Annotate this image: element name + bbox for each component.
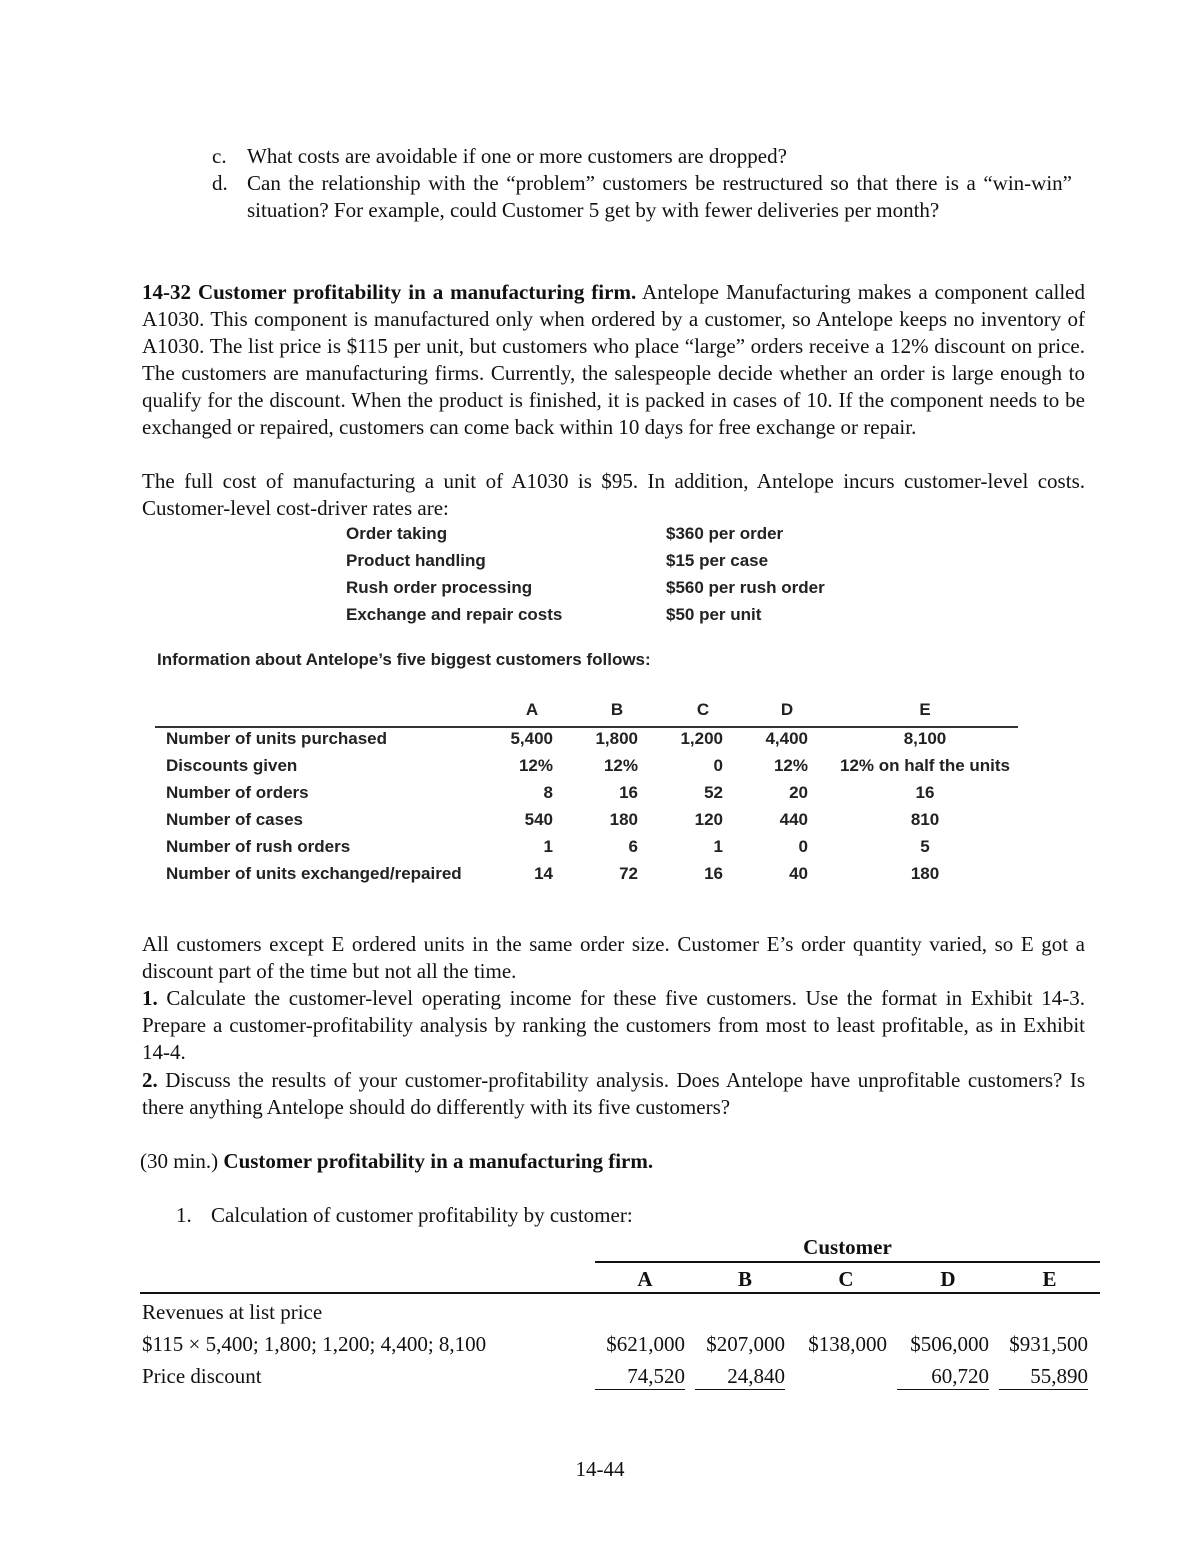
table-row [155, 783, 1018, 810]
table-row [155, 864, 1018, 891]
customer-table [155, 700, 1018, 891]
table-cell: 180 [910, 864, 940, 883]
table-row [155, 810, 1018, 837]
amount: 60,720 [897, 1364, 989, 1390]
column-header: A [637, 1267, 653, 1291]
column-header: A [525, 700, 539, 719]
problem-intro-text: Antelope Manufacturing makes a component called A1030. This component is manufactured only when ordered by a customer, so Antelope keeps no inventory of A1030. The list price is $115 per unit, but customers who place “large” orders receive a 12% discount on price. The customers are manufacturing firms. Currently, the salespeople decide whether an order is large enough to qualify for the discount. When the product is finished, it is packed in cases of 10. If the component needs to be exchanged or repaired, customers can come back within 10 days for free exchange or repair. [142, 280, 1086, 439]
column-header: B [610, 700, 624, 719]
step-number: 1. [176, 1203, 192, 1227]
solution-time: (30 min.) [140, 1149, 219, 1173]
amount: $207,000 [706, 1332, 785, 1356]
table-cell: 12% [518, 756, 553, 775]
table-cell: 8,100 [903, 729, 947, 748]
question-text: Calculate the customer-level operating income for these five customers. Use the format in Exhibit 14-3. Prepare a customer-profitability analysis by ranking the customers from most to least profitable, as in Exhibit 14-4. [142, 986, 1085, 1064]
column-header: B [737, 1267, 752, 1291]
table-cell: 1 [543, 837, 553, 856]
table-cell: 1 [713, 837, 723, 856]
table-cell: 810 [910, 810, 940, 829]
table-top-rule [140, 1292, 1100, 1294]
amount: $138,000 [808, 1332, 887, 1356]
rate-label: Order taking [346, 524, 448, 543]
table-cell: 14 [534, 864, 553, 883]
problem-title: 14-32 Customer profitability in a manufacturing firm. [142, 280, 637, 304]
table-cell: 4,400 [765, 729, 808, 748]
table-cell: 40 [789, 864, 808, 883]
amount: 74,520 [595, 1364, 685, 1390]
table-cell: 16 [704, 864, 723, 883]
question-number: 2. [142, 1068, 158, 1092]
solution-column-headers [595, 1267, 1100, 1291]
question-2 [142, 1067, 1085, 1121]
amount: 24,840 [695, 1364, 785, 1390]
rate-row [346, 574, 866, 601]
table-cell: 180 [609, 810, 638, 829]
table-cell: 20 [789, 783, 808, 802]
customer-table-header [155, 700, 1018, 728]
table-cell: 0 [713, 756, 723, 775]
table-row [155, 756, 1018, 783]
row-label: Number of units purchased [166, 729, 388, 748]
solution-row-label: Price discount [142, 1364, 262, 1388]
table-cell: 6 [628, 837, 638, 856]
rate-value: $50 per unit [666, 605, 762, 624]
list-item-c [212, 143, 1072, 170]
list-text: Can the relationship with the “problem” customers be restructured so that there is a “win-win” situation? For example, could Customer 5 get by with fewer deliveries per month? [247, 171, 1072, 222]
problem-full-cost: The full cost of manufacturing a unit of A1030 is $95. In addition, Antelope incurs customer-level costs. Customer-level cost-driver rates are: [142, 469, 1085, 520]
table-cell: 540 [524, 810, 553, 829]
page-number: 14-44 [575, 1457, 625, 1481]
table-cell: 440 [779, 810, 808, 829]
table-cell: 8 [543, 783, 553, 802]
solution-step [176, 1203, 633, 1228]
rate-row [346, 601, 866, 628]
table-cell: 1,200 [680, 729, 723, 748]
row-label: Number of units exchanged/repaired [166, 864, 462, 883]
list-marker: c. [212, 144, 227, 168]
column-header: C [838, 1267, 854, 1291]
rate-label: Exchange and repair costs [346, 605, 563, 624]
table-cell: 52 [704, 783, 723, 802]
table-cell: 16 [915, 783, 935, 802]
question-number: 1. [142, 986, 158, 1010]
question-1 [142, 985, 1085, 1066]
table-cell: 12% [773, 756, 808, 775]
solution-title [140, 1149, 653, 1174]
rate-value: $360 per order [666, 524, 784, 543]
row-label: Number of rush orders [166, 837, 351, 856]
table-row [155, 729, 1018, 756]
question-text: Discuss the results of your customer-profitability analysis. Does Antelope have unprofitable customers? Is there anything Antelope should do differently with its five customers? [142, 1068, 1085, 1119]
solution-row [142, 1332, 1100, 1360]
rate-row [346, 520, 866, 547]
list-marker: d. [212, 171, 228, 195]
column-header: C [696, 700, 710, 719]
table-cell: 5 [920, 837, 930, 856]
amount: $931,500 [1009, 1332, 1088, 1356]
problem-intro [142, 279, 1085, 441]
row-label: Number of orders [166, 783, 309, 802]
solution-row-label: Revenues at list price [142, 1300, 323, 1324]
column-header: E [919, 700, 931, 719]
table-cell: 5,400 [510, 729, 553, 748]
customer-group-header: Customer [803, 1235, 892, 1259]
amount: $506,000 [910, 1332, 989, 1356]
table-cell: 0 [798, 837, 808, 856]
list-text: What costs are avoidable if one or more customers are dropped? [247, 144, 787, 168]
table-cell: 12% [603, 756, 638, 775]
table-row [155, 837, 1018, 864]
list-item-d [212, 170, 1072, 224]
rate-value: $560 per rush order [666, 578, 825, 597]
header-rule [595, 1261, 1100, 1263]
solution-heading: Customer profitability in a manufacturing firm. [223, 1149, 654, 1173]
column-header: E [1042, 1267, 1057, 1291]
table-cell: 120 [694, 810, 723, 829]
step-text: Calculation of customer profitability by customer: [211, 1203, 633, 1227]
table-cell: 16 [619, 783, 638, 802]
cost-driver-rates [346, 520, 866, 628]
rate-label: Product handling [346, 551, 486, 570]
table-cell: 72 [619, 864, 638, 883]
table-cell: 12% on half the units [839, 756, 1011, 775]
amount: 55,890 [999, 1364, 1088, 1390]
column-header: D [940, 1267, 956, 1291]
rate-row [346, 547, 866, 574]
column-header: D [780, 700, 794, 719]
rate-label: Rush order processing [346, 578, 533, 597]
solution-row-label: $115 × 5,400; 1,800; 1,200; 4,400; 8,100 [142, 1332, 487, 1356]
amount: $621,000 [606, 1332, 685, 1356]
rate-value: $15 per case [666, 551, 769, 570]
order-size-note: All customers except E ordered units in the same order size. Customer E’s order quantity varied, so E got a discount part of the time but not all the time. [142, 932, 1085, 983]
row-label: Discounts given [166, 756, 298, 775]
solution-row [142, 1364, 1100, 1392]
table-cell: 1,800 [595, 729, 638, 748]
row-label: Number of cases [166, 810, 303, 829]
customers-intro: Information about Antelope’s five biggest customers follows: [157, 650, 651, 669]
